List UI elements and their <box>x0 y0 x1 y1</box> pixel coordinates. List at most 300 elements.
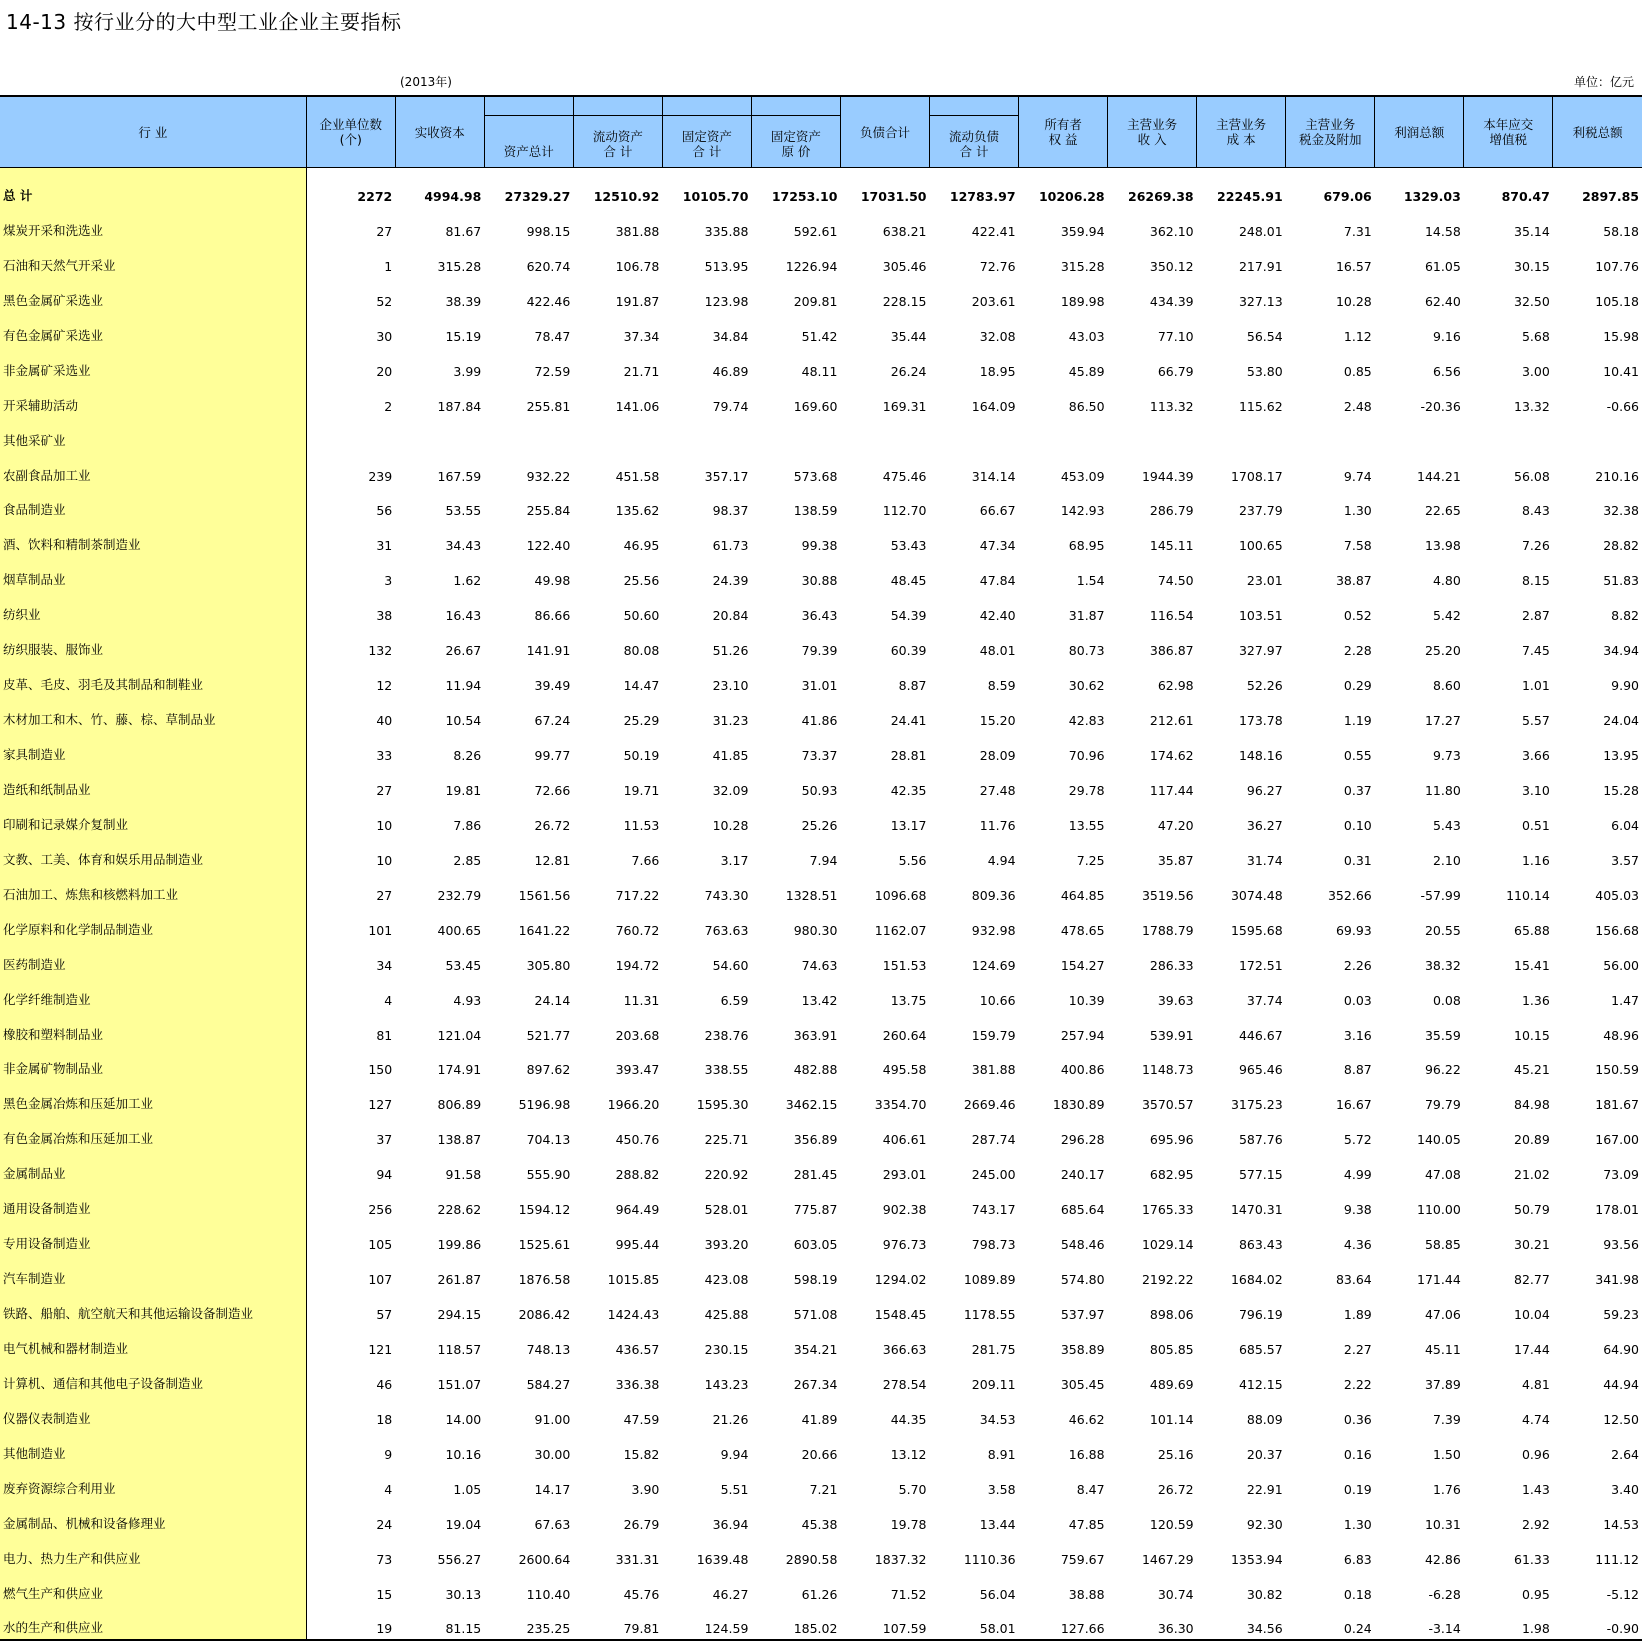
value-cell: 27.48 <box>979 782 1016 798</box>
value-cell: 144.21 <box>1417 468 1461 484</box>
value-cell: 53.43 <box>890 538 927 554</box>
value-cell: 30.88 <box>801 573 838 589</box>
value-cell: 44.94 <box>1603 1376 1639 1392</box>
value-cell: 51.42 <box>801 328 838 344</box>
value-cell: 495.58 <box>882 1062 927 1078</box>
value-cell: 167.59 <box>437 468 482 484</box>
value-cell: 44.35 <box>890 1411 927 1427</box>
value-cell: 228.62 <box>437 1202 482 1218</box>
table-row <box>0 1220 1642 1255</box>
value-cell: 13.17 <box>890 817 927 833</box>
value-cell: 4.99 <box>1343 1167 1372 1183</box>
value-cell: 3.90 <box>631 1481 660 1497</box>
value-cell: 210.16 <box>1595 468 1639 484</box>
value-cell: 47.34 <box>979 538 1016 554</box>
value-cell: 1.47 <box>1611 992 1639 1008</box>
value-cell: 42.86 <box>1424 1551 1461 1567</box>
value-cell: 400.65 <box>437 922 482 938</box>
value-cell: 1015.85 <box>607 1272 660 1288</box>
value-cell: 82.77 <box>1514 1272 1550 1288</box>
value-cell: 341.98 <box>1595 1272 1639 1288</box>
value-cell <box>751 417 840 452</box>
value-cell: 11.80 <box>1424 782 1461 798</box>
value-cell: 72.66 <box>534 782 571 798</box>
value-cell: 359.94 <box>1060 223 1105 239</box>
value-cell: 164.09 <box>971 398 1016 414</box>
value-cell: 121.04 <box>437 1027 482 1043</box>
value-cell: 8.91 <box>987 1446 1016 1462</box>
value-cell: 56.54 <box>1246 328 1283 344</box>
value-cell: 135.62 <box>615 503 660 519</box>
value-cell: 14.00 <box>445 1411 482 1427</box>
value-cell: 902.38 <box>882 1202 927 1218</box>
value-cell: 315.28 <box>1060 258 1105 274</box>
value-cell <box>306 417 395 452</box>
value-cell: 331.31 <box>615 1551 660 1567</box>
value-cell: 101.14 <box>1149 1411 1194 1427</box>
value-cell: 150 <box>368 1062 393 1078</box>
value-cell: 12 <box>376 678 393 694</box>
table-row <box>0 1185 1642 1220</box>
value-cell: 12.50 <box>1603 1411 1639 1427</box>
value-cell: 336.38 <box>615 1376 660 1392</box>
value-cell: 638.21 <box>882 223 927 239</box>
value-cell: 685.64 <box>1060 1202 1105 1218</box>
value-cell: 5.43 <box>1432 817 1461 833</box>
value-cell: 46.89 <box>712 363 749 379</box>
industry-name: 金属制品、机械和设备修理业 <box>0 1500 306 1535</box>
value-cell: 9 <box>384 1446 393 1462</box>
value-cell: 293.01 <box>882 1167 927 1183</box>
value-cell: 1162.07 <box>874 922 927 938</box>
value-cell: 1467.29 <box>1141 1551 1194 1567</box>
value-cell: 141.91 <box>526 643 571 659</box>
value-cell: 422.46 <box>526 293 571 309</box>
value-cell: 33 <box>376 748 393 763</box>
value-cell: 26.67 <box>445 643 482 659</box>
value-cell: 3.58 <box>987 1481 1016 1497</box>
value-cell: 8.47 <box>1076 1481 1105 1497</box>
value-cell <box>840 417 929 452</box>
value-cell: 8.60 <box>1432 678 1461 694</box>
value-cell: -5.12 <box>1606 1586 1639 1602</box>
value-cell: 434.39 <box>1149 293 1194 309</box>
year-note: (2013年) <box>400 75 452 89</box>
value-cell: 22.91 <box>1246 1481 1283 1497</box>
value-cell: 1.05 <box>453 1481 482 1497</box>
value-cell: 521.77 <box>526 1027 571 1043</box>
value-cell: 11.76 <box>979 817 1016 833</box>
value-cell: 31.23 <box>712 713 749 729</box>
value-cell: 759.67 <box>1060 1551 1105 1567</box>
value-cell: 228.15 <box>882 293 927 309</box>
value-cell: 1944.39 <box>1141 468 1194 484</box>
table-row <box>0 1080 1642 1115</box>
value-cell: 71.52 <box>890 1586 927 1602</box>
value-cell: 5196.98 <box>518 1097 571 1113</box>
value-cell: 3.66 <box>1521 748 1550 763</box>
value-cell: 51.83 <box>1603 573 1639 589</box>
value-cell: 99.77 <box>534 748 571 763</box>
table-row <box>0 1046 1642 1081</box>
industry-name: 农副食品加工业 <box>0 452 306 487</box>
table-row <box>0 1011 1642 1046</box>
value-cell: 4.94 <box>987 852 1016 868</box>
value-cell: 110.00 <box>1417 1202 1461 1218</box>
value-cell: 8.26 <box>453 748 482 763</box>
value-cell: 10.66 <box>979 992 1016 1008</box>
value-cell: 1096.68 <box>874 887 927 903</box>
header-fixed-assets: 固定资产 合 计 <box>662 96 751 168</box>
value-cell: 3.99 <box>453 363 482 379</box>
value-cell: 436.57 <box>615 1341 660 1357</box>
value-cell: 19 <box>306 1605 395 1641</box>
value-cell: 475.46 <box>882 468 927 484</box>
value-cell: 1.62 <box>453 573 482 589</box>
value-cell: 79.81 <box>573 1605 662 1641</box>
value-cell: 0.19 <box>1343 1481 1372 1497</box>
header-total-liabilities: 负债合计 <box>840 96 929 168</box>
value-cell: 25.20 <box>1424 643 1461 659</box>
table-row <box>0 1150 1642 1185</box>
value-cell: 4.36 <box>1343 1237 1372 1253</box>
value-cell: 16.88 <box>1068 1446 1105 1462</box>
value-cell: 357.17 <box>704 468 749 484</box>
value-cell: 98.37 <box>712 503 749 519</box>
value-cell: 556.27 <box>437 1551 482 1567</box>
value-cell: 35.59 <box>1424 1027 1461 1043</box>
value-cell: 1328.51 <box>785 887 838 903</box>
value-cell: 8.43 <box>1521 503 1550 519</box>
industry-name: 煤炭开采和洗选业 <box>0 207 306 242</box>
value-cell: 278.54 <box>882 1376 927 1392</box>
value-cell: 103.51 <box>1238 608 1283 624</box>
value-cell: 174.62 <box>1149 748 1194 763</box>
value-cell: 10.54 <box>445 713 482 729</box>
table-row <box>0 1395 1642 1430</box>
table-row <box>0 871 1642 906</box>
value-cell: 22245.91 <box>1217 189 1283 204</box>
value-cell: 79.79 <box>1424 1097 1461 1113</box>
value-cell: 1.43 <box>1521 1481 1550 1497</box>
value-cell: 64.90 <box>1603 1341 1639 1357</box>
value-cell: 248.01 <box>1238 223 1283 239</box>
value-cell: 37.34 <box>623 328 660 344</box>
value-cell: 806.89 <box>437 1097 482 1113</box>
value-cell: 3354.70 <box>874 1097 927 1113</box>
value-cell: 38.88 <box>1068 1586 1105 1602</box>
value-cell: 54.60 <box>712 957 749 973</box>
value-cell: 17253.10 <box>771 189 838 204</box>
value-cell: 1329.03 <box>1403 189 1461 204</box>
value-cell: 47.08 <box>1424 1167 1461 1183</box>
value-cell: 29.78 <box>1068 782 1105 798</box>
value-cell: 48.45 <box>890 573 927 589</box>
value-cell: 7.94 <box>809 852 838 868</box>
value-cell: -0.66 <box>1606 398 1639 414</box>
value-cell: 67.63 <box>534 1516 571 1532</box>
value-cell: 127 <box>368 1097 393 1113</box>
value-cell: 528.01 <box>704 1202 749 1218</box>
value-cell: 0.37 <box>1343 782 1372 798</box>
value-cell: 37.89 <box>1424 1376 1461 1392</box>
value-cell: 2.85 <box>453 852 482 868</box>
table-row <box>0 1255 1642 1290</box>
value-cell: 148.16 <box>1238 748 1283 763</box>
value-cell: 2.28 <box>1343 643 1372 659</box>
table-row <box>0 801 1642 836</box>
value-cell: 574.80 <box>1060 1272 1105 1288</box>
header-vat: 本年应交 增值税 <box>1464 96 1553 168</box>
value-cell: 30.62 <box>1068 678 1105 694</box>
value-cell: 965.46 <box>1238 1062 1283 1078</box>
value-cell: 46.95 <box>623 538 660 554</box>
value-cell: 1830.89 <box>1052 1097 1105 1113</box>
value-cell: 61.73 <box>712 538 749 554</box>
value-cell: 16.57 <box>1335 258 1372 274</box>
value-cell: 2.26 <box>1343 957 1372 973</box>
value-cell: 281.45 <box>793 1167 838 1183</box>
value-cell: 24.41 <box>890 713 927 729</box>
value-cell: 451.58 <box>615 468 660 484</box>
value-cell: 38.39 <box>445 293 482 309</box>
value-cell: 50.60 <box>623 608 660 624</box>
value-cell: -6.28 <box>1428 1586 1461 1602</box>
page-title: 14-13 按行业分的大中型工业企业主要指标 <box>6 10 402 34</box>
value-cell: 976.73 <box>882 1237 927 1253</box>
value-cell: 31.01 <box>801 678 838 694</box>
value-cell: 100.65 <box>1238 538 1283 554</box>
value-cell: 123.98 <box>704 293 749 309</box>
industry-name: 纺织服装、服饰业 <box>0 626 306 661</box>
value-cell: 3175.23 <box>1230 1097 1283 1113</box>
value-cell: 9.73 <box>1432 748 1461 763</box>
value-cell: 2192.22 <box>1141 1272 1194 1288</box>
value-cell: 26269.38 <box>1128 189 1194 204</box>
value-cell: 30 <box>376 328 393 344</box>
value-cell <box>1197 417 1286 452</box>
industry-name: 化学原料和化学制品制造业 <box>0 906 306 941</box>
value-cell: 267.34 <box>793 1376 838 1392</box>
value-cell: 2.64 <box>1611 1446 1639 1462</box>
value-cell: 122.40 <box>526 538 571 554</box>
value-cell: 5.68 <box>1521 328 1550 344</box>
value-cell: 220.92 <box>704 1167 749 1183</box>
value-cell: 32.50 <box>1514 293 1550 309</box>
value-cell: 6.04 <box>1611 817 1639 833</box>
industry-name: 非金属矿物制品业 <box>0 1046 306 1081</box>
value-cell: 393.47 <box>615 1062 660 1078</box>
industry-name: 木材加工和木、竹、藤、棕、草制品业 <box>0 696 306 731</box>
industry-name: 食品制造业 <box>0 487 306 522</box>
value-cell: 47.84 <box>979 573 1016 589</box>
industry-name: 石油加工、炼焦和核燃料加工业 <box>0 871 306 906</box>
value-cell: 8.59 <box>987 678 1016 694</box>
value-cell: 57 <box>376 1307 393 1322</box>
value-cell: 381.88 <box>615 223 660 239</box>
value-cell <box>1553 417 1642 452</box>
table-row <box>0 626 1642 661</box>
value-cell: 2.22 <box>1343 1376 1372 1392</box>
value-cell: 167.00 <box>1595 1132 1639 1148</box>
value-cell: 32.38 <box>1603 503 1639 519</box>
table-row <box>0 1465 1642 1500</box>
value-cell: 1.36 <box>1521 992 1550 1008</box>
value-cell: 760.72 <box>615 922 660 938</box>
value-cell: 2272 <box>357 189 393 204</box>
industry-name: 其他采矿业 <box>0 417 306 452</box>
value-cell: 169.60 <box>793 398 838 414</box>
value-cell: 305.46 <box>882 258 927 274</box>
value-cell: 587.76 <box>1238 1132 1283 1148</box>
value-cell: 99.38 <box>801 538 838 554</box>
value-cell: 9.38 <box>1343 1202 1372 1218</box>
value-cell: 7.86 <box>453 817 482 833</box>
value-cell: 62.40 <box>1424 293 1461 309</box>
value-cell: 34.94 <box>1603 643 1639 659</box>
value-cell: 796.19 <box>1238 1307 1283 1322</box>
value-cell: 32.09 <box>712 782 749 798</box>
value-cell: 1595.68 <box>1230 922 1283 938</box>
value-cell <box>662 417 751 452</box>
value-cell: 173.78 <box>1238 713 1283 729</box>
value-cell: 159.79 <box>971 1027 1016 1043</box>
table-body <box>0 168 1642 1641</box>
value-cell: 47.59 <box>623 1411 660 1427</box>
value-cell: 1525.61 <box>518 1237 571 1253</box>
value-cell: 154.27 <box>1060 957 1105 973</box>
value-cell: 14.47 <box>623 678 660 694</box>
value-cell: 478.65 <box>1060 922 1105 938</box>
value-cell: 10 <box>376 817 393 833</box>
value-cell: 27329.27 <box>504 189 571 204</box>
value-cell: 286.79 <box>1149 503 1194 519</box>
value-cell: 1765.33 <box>1141 1202 1194 1218</box>
value-cell: 1.30 <box>1343 1516 1372 1532</box>
value-cell: 26.72 <box>1157 1481 1194 1497</box>
value-cell: 7.39 <box>1432 1411 1461 1427</box>
value-cell: 4.74 <box>1521 1411 1550 1427</box>
value-cell: 15.28 <box>1603 782 1639 798</box>
value-cell: 305.45 <box>1060 1376 1105 1392</box>
value-cell: 117.44 <box>1149 782 1194 798</box>
industry-name: 化学纤维制造业 <box>0 976 306 1011</box>
value-cell: 28.82 <box>1603 538 1639 554</box>
value-cell: 86.50 <box>1068 398 1105 414</box>
value-cell: 172.51 <box>1238 957 1283 973</box>
value-cell: 9.74 <box>1343 468 1372 484</box>
header-fixed-original: 固定资产 原 价 <box>751 96 840 168</box>
total-row <box>0 168 1642 208</box>
value-cell: 42.83 <box>1068 713 1105 729</box>
value-cell: 92.30 <box>1246 1516 1283 1532</box>
value-cell: 4994.98 <box>424 189 482 204</box>
value-cell: 53.55 <box>445 503 482 519</box>
value-cell: 7.66 <box>631 852 660 868</box>
value-cell: 66.79 <box>1157 363 1194 379</box>
value-cell: 260.64 <box>882 1027 927 1043</box>
value-cell: 1708.17 <box>1230 468 1283 484</box>
value-cell: 3.17 <box>720 852 749 868</box>
value-cell: 106.78 <box>615 258 660 274</box>
table-row <box>0 661 1642 696</box>
table-row <box>0 941 1642 976</box>
value-cell: 10.28 <box>1335 293 1372 309</box>
value-cell <box>1108 417 1197 452</box>
value-cell: 2 <box>384 398 393 414</box>
value-cell: 0.85 <box>1343 363 1372 379</box>
value-cell: 482.88 <box>793 1062 838 1078</box>
value-cell: 91.00 <box>534 1411 571 1427</box>
value-cell: 52.26 <box>1246 678 1283 694</box>
value-cell: 35.87 <box>1157 852 1194 868</box>
industry-name: 文教、工美、体育和娱乐用品制造业 <box>0 836 306 871</box>
industry-name: 家具制造业 <box>0 731 306 766</box>
value-cell: 1876.58 <box>518 1272 571 1288</box>
value-cell: 10 <box>376 852 393 868</box>
value-cell: 25.29 <box>623 713 660 729</box>
value-cell: 156.68 <box>1595 922 1639 938</box>
value-cell: 366.63 <box>882 1341 927 1357</box>
header-total-assets: 资产总计 <box>484 96 573 168</box>
value-cell: 37 <box>376 1132 393 1148</box>
table-row <box>0 452 1642 487</box>
table-row <box>0 382 1642 417</box>
value-cell: 73 <box>376 1551 393 1567</box>
value-cell: 230.15 <box>704 1341 749 1357</box>
header-main-cost: 主营业务 成 本 <box>1197 96 1286 168</box>
value-cell: 1178.55 <box>963 1307 1016 1322</box>
value-cell: 237.79 <box>1238 503 1283 519</box>
value-cell: 798.73 <box>971 1237 1016 1253</box>
industry-name: 金属制品业 <box>0 1150 306 1185</box>
value-cell: 185.02 <box>751 1605 840 1641</box>
value-cell: 405.03 <box>1595 887 1639 903</box>
value-cell: 12783.97 <box>949 189 1016 204</box>
table-row <box>0 347 1642 382</box>
value-cell: 56.00 <box>1603 957 1639 973</box>
value-cell: 17.44 <box>1514 1341 1550 1357</box>
value-cell: 47.06 <box>1424 1307 1461 1322</box>
value-cell: 140.05 <box>1417 1132 1461 1148</box>
value-cell: 21.02 <box>1514 1167 1550 1183</box>
value-cell: 16.43 <box>445 608 482 624</box>
value-cell: 19.04 <box>445 1516 482 1532</box>
value-cell: 42.35 <box>890 782 927 798</box>
table-row <box>0 487 1642 522</box>
value-cell: 34.53 <box>979 1411 1016 1427</box>
value-cell: 83.64 <box>1335 1272 1372 1288</box>
value-cell: 10.04 <box>1514 1307 1550 1322</box>
value-cell: 16.67 <box>1335 1097 1372 1113</box>
value-cell: 56.08 <box>1514 468 1550 484</box>
value-cell: 555.90 <box>526 1167 571 1183</box>
value-cell: 138.87 <box>437 1132 482 1148</box>
value-cell: 10.28 <box>712 817 749 833</box>
value-cell: 548.46 <box>1060 1237 1105 1253</box>
value-cell: 422.41 <box>971 223 1016 239</box>
value-cell: 24.14 <box>534 992 571 1008</box>
value-cell: 9.16 <box>1432 328 1461 344</box>
value-cell: 381.88 <box>971 1062 1016 1078</box>
value-cell: 17.27 <box>1424 713 1461 729</box>
value-cell: 110.14 <box>1506 887 1550 903</box>
value-cell: 898.06 <box>1149 1307 1194 1322</box>
value-cell: 3.00 <box>1521 363 1550 379</box>
value-cell: 31.87 <box>1068 608 1105 624</box>
value-cell: 34.56 <box>1197 1605 1286 1641</box>
value-cell: 30.00 <box>534 1446 571 1462</box>
